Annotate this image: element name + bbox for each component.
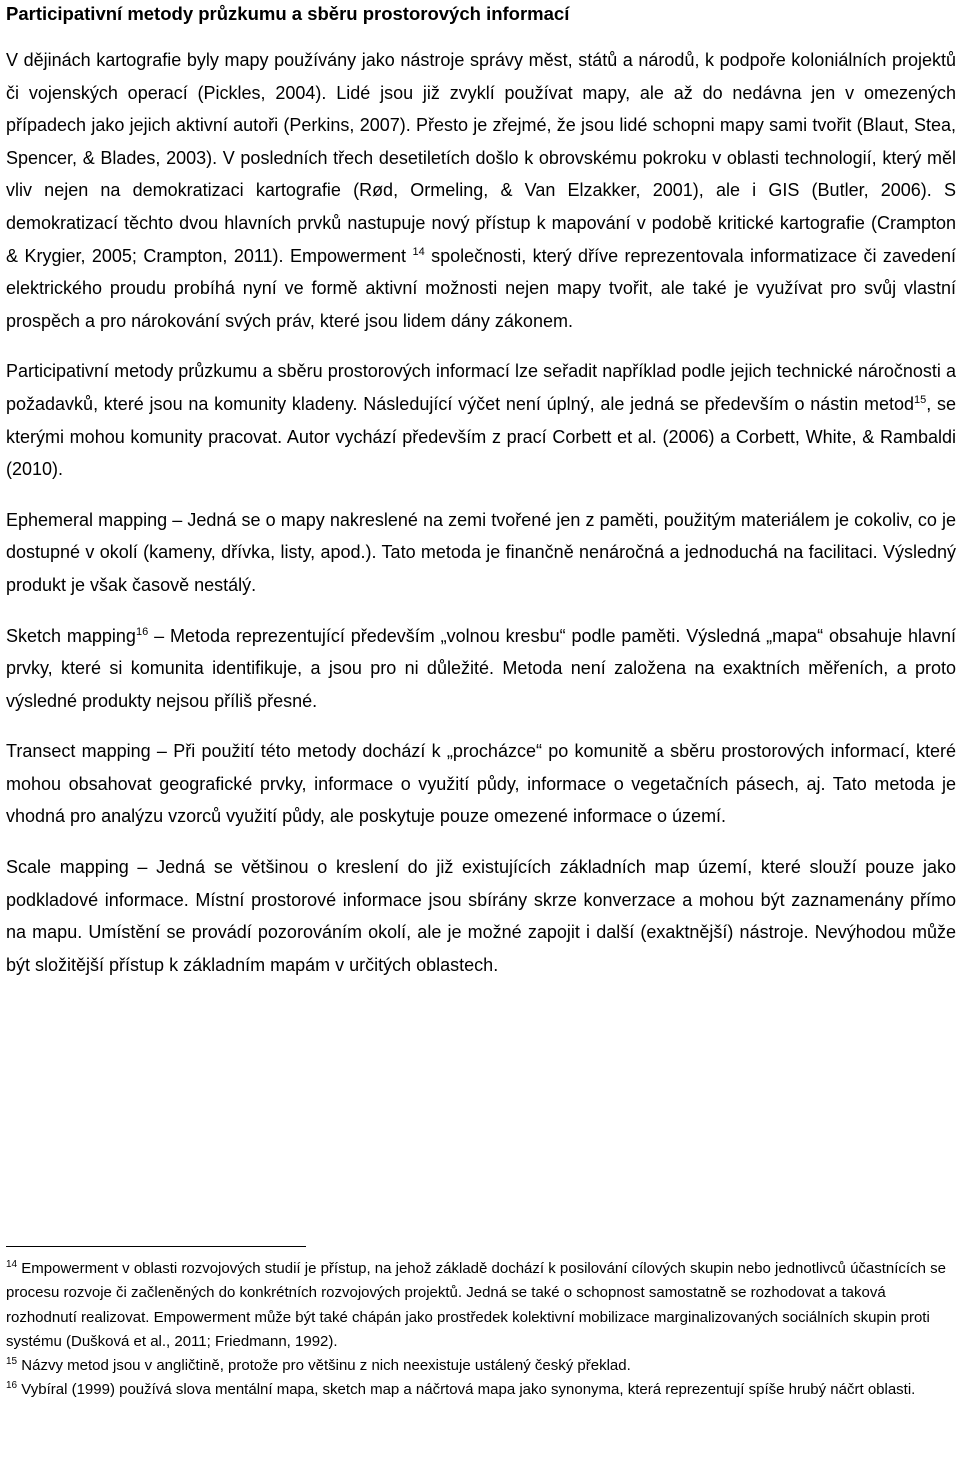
- ephemeral-mapping-paragraph: Ephemeral mapping – Jedná se o mapy nakreslené na zemi tvořené jen z paměti, použitým materiálem je cokoliv, co je dostupné v okolí (kameny, dřívka, listy, apod.). Tato metoda je finančně nenáročná a jednoduchá na facilitaci. Výsledný produkt je však časově nestálý.: [6, 509, 956, 595]
- methods-paragraph: [6, 355, 956, 485]
- footnotes-section: [6, 1246, 956, 1403]
- footnote-text: Názvy metod jsou v angličtině, protože pro většinu z nich neexistuje ustálený český překlad.: [17, 1357, 631, 1375]
- intro-text-a: V dějinách kartografie byly mapy používány jako nástroje správy měst, států a národů, k podpoře koloniálních projektů či vojenských operací (Pickles, 2004). Lidé jsou již zvyklí používat mapy, ale až do nedávna jen v omezených případech jako jejich aktivní autoři (Perkins, 2007). Přesto je zřejmé, že jsou lidé schopni mapy sami tvořit (Blaut, Stea, Spencer, & Blades, 2003). V posledních třech desetiletích došlo k obrovskému pokroku v oblasti technologií, který měl vliv nejen na demokratizaci kartografie (Rød, Ormeling, & Van Elzakker, 2001), ale i GIS (Butler, 2006). S demokratizací těchto dvou hlavních prvků nastupuje nový přístup k mapování v podobě kritické kartografie (Crampton & Krygier, 2005; Crampton, 2011). Empowerment: [6, 50, 956, 266]
- footnote-number: 15: [6, 1356, 18, 1368]
- footnote-ref-16[interactable]: 16: [135, 625, 149, 638]
- document-page: [6, 0, 956, 981]
- section-title: Participativní metody průzkumu a sběru prostorových informací: [6, 3, 570, 24]
- footnote-separator: [6, 1246, 306, 1247]
- footnote-number: 16: [6, 1380, 18, 1392]
- footnote-15: [6, 1354, 956, 1378]
- footnote-16: [6, 1378, 956, 1402]
- methods-text-a: Participativní metody průzkumu a sběru prostorových informací lze seřadit například podle jejich technické náročnosti a požadavků, které jsou na komunity kladeny. Následující výčet není úplný, ale jedná se především o nástin metod: [6, 361, 956, 414]
- footnote-ref-14[interactable]: 14: [412, 245, 425, 258]
- sketch-text-a: Sketch mapping: [6, 625, 136, 646]
- scale-mapping-paragraph: Scale mapping – Jedná se většinou o kreslení do již existujících základních map území, které slouží pouze jako podkladové informace. Místní prostorové informace jsou sbírány skrze konverzace a mohou být zaznamenány přímo na mapu. Umístění se provádí pozorováním okolí, ale je možné zapojit i další (exaktnější) nástroje. Nevýhodou může být složitější přístup k základním mapám v určitých oblastech.: [6, 857, 956, 975]
- footnote-ref-15[interactable]: 15: [914, 393, 927, 406]
- transect-mapping-paragraph: Transect mapping – Při použití této metody dochází k „procházce“ po komunitě a sběru prostorových informací, které mohou obsahovat geografické prvky, informace o využití půdy, informace o vegetačních pásech, aj. Tato metoda je vhodná pro analýzu vzorců využití půdy, ale poskytuje pouze omezené informace o území.: [6, 741, 956, 827]
- methods-text-b: , se kterými mohou komunity pracovat. Autor vychází především z prací Corbett et al. (2006) a Corbett, White, & Rambaldi (2010).: [6, 393, 957, 480]
- footnote-14: [6, 1257, 956, 1354]
- footnote-text: Empowerment v oblasti rozvojových studií je přístup, na jehož základě dochází k posilování cílových skupin nebo jednotlivců účastnících se procesu rozvoje či začleněných do konkrétních rozvojových projektů. Jedná se také o schopnost samostatně se rozhodovat a taková rozhodnutí realizovat. Empowerment může být také chápán jako prostředek kolektivní mobilizace marginalizovaných sociálních skupin proti systému (Dušková et al., 2011; Friedmann, 1992).: [6, 1260, 946, 1350]
- intro-text-b: společnosti, který dříve reprezentovala informatizace či zavedení elektrického proudu probíhá nyní ve formě aktivní možnosti nejen mapy tvořit, ale také je využívat pro svůj vlastní prospěch a pro nárokování svých práv, které jsou lidem dány zákonem.: [6, 245, 956, 331]
- footnote-text: Vybíral (1999) používá slova mentální mapa, sketch map a náčrtová mapa jako synonyma, která reprezentují spíše hrubý náčrt oblasti.: [17, 1381, 916, 1399]
- footnote-number: 14: [6, 1259, 18, 1270]
- sketch-mapping-paragraph: [6, 620, 956, 718]
- sketch-text-b: – Metoda reprezentující především „volnou kresbu“ podle paměti. Výsledná „mapa“ obsahuje hlavní prvky, které si komunita identifikuje, a jsou pro ni důležité. Metoda není založena na exaktních měřeních, a proto výsledné produkty nejsou příliš přesné.: [6, 625, 957, 711]
- intro-paragraph: [6, 44, 956, 337]
